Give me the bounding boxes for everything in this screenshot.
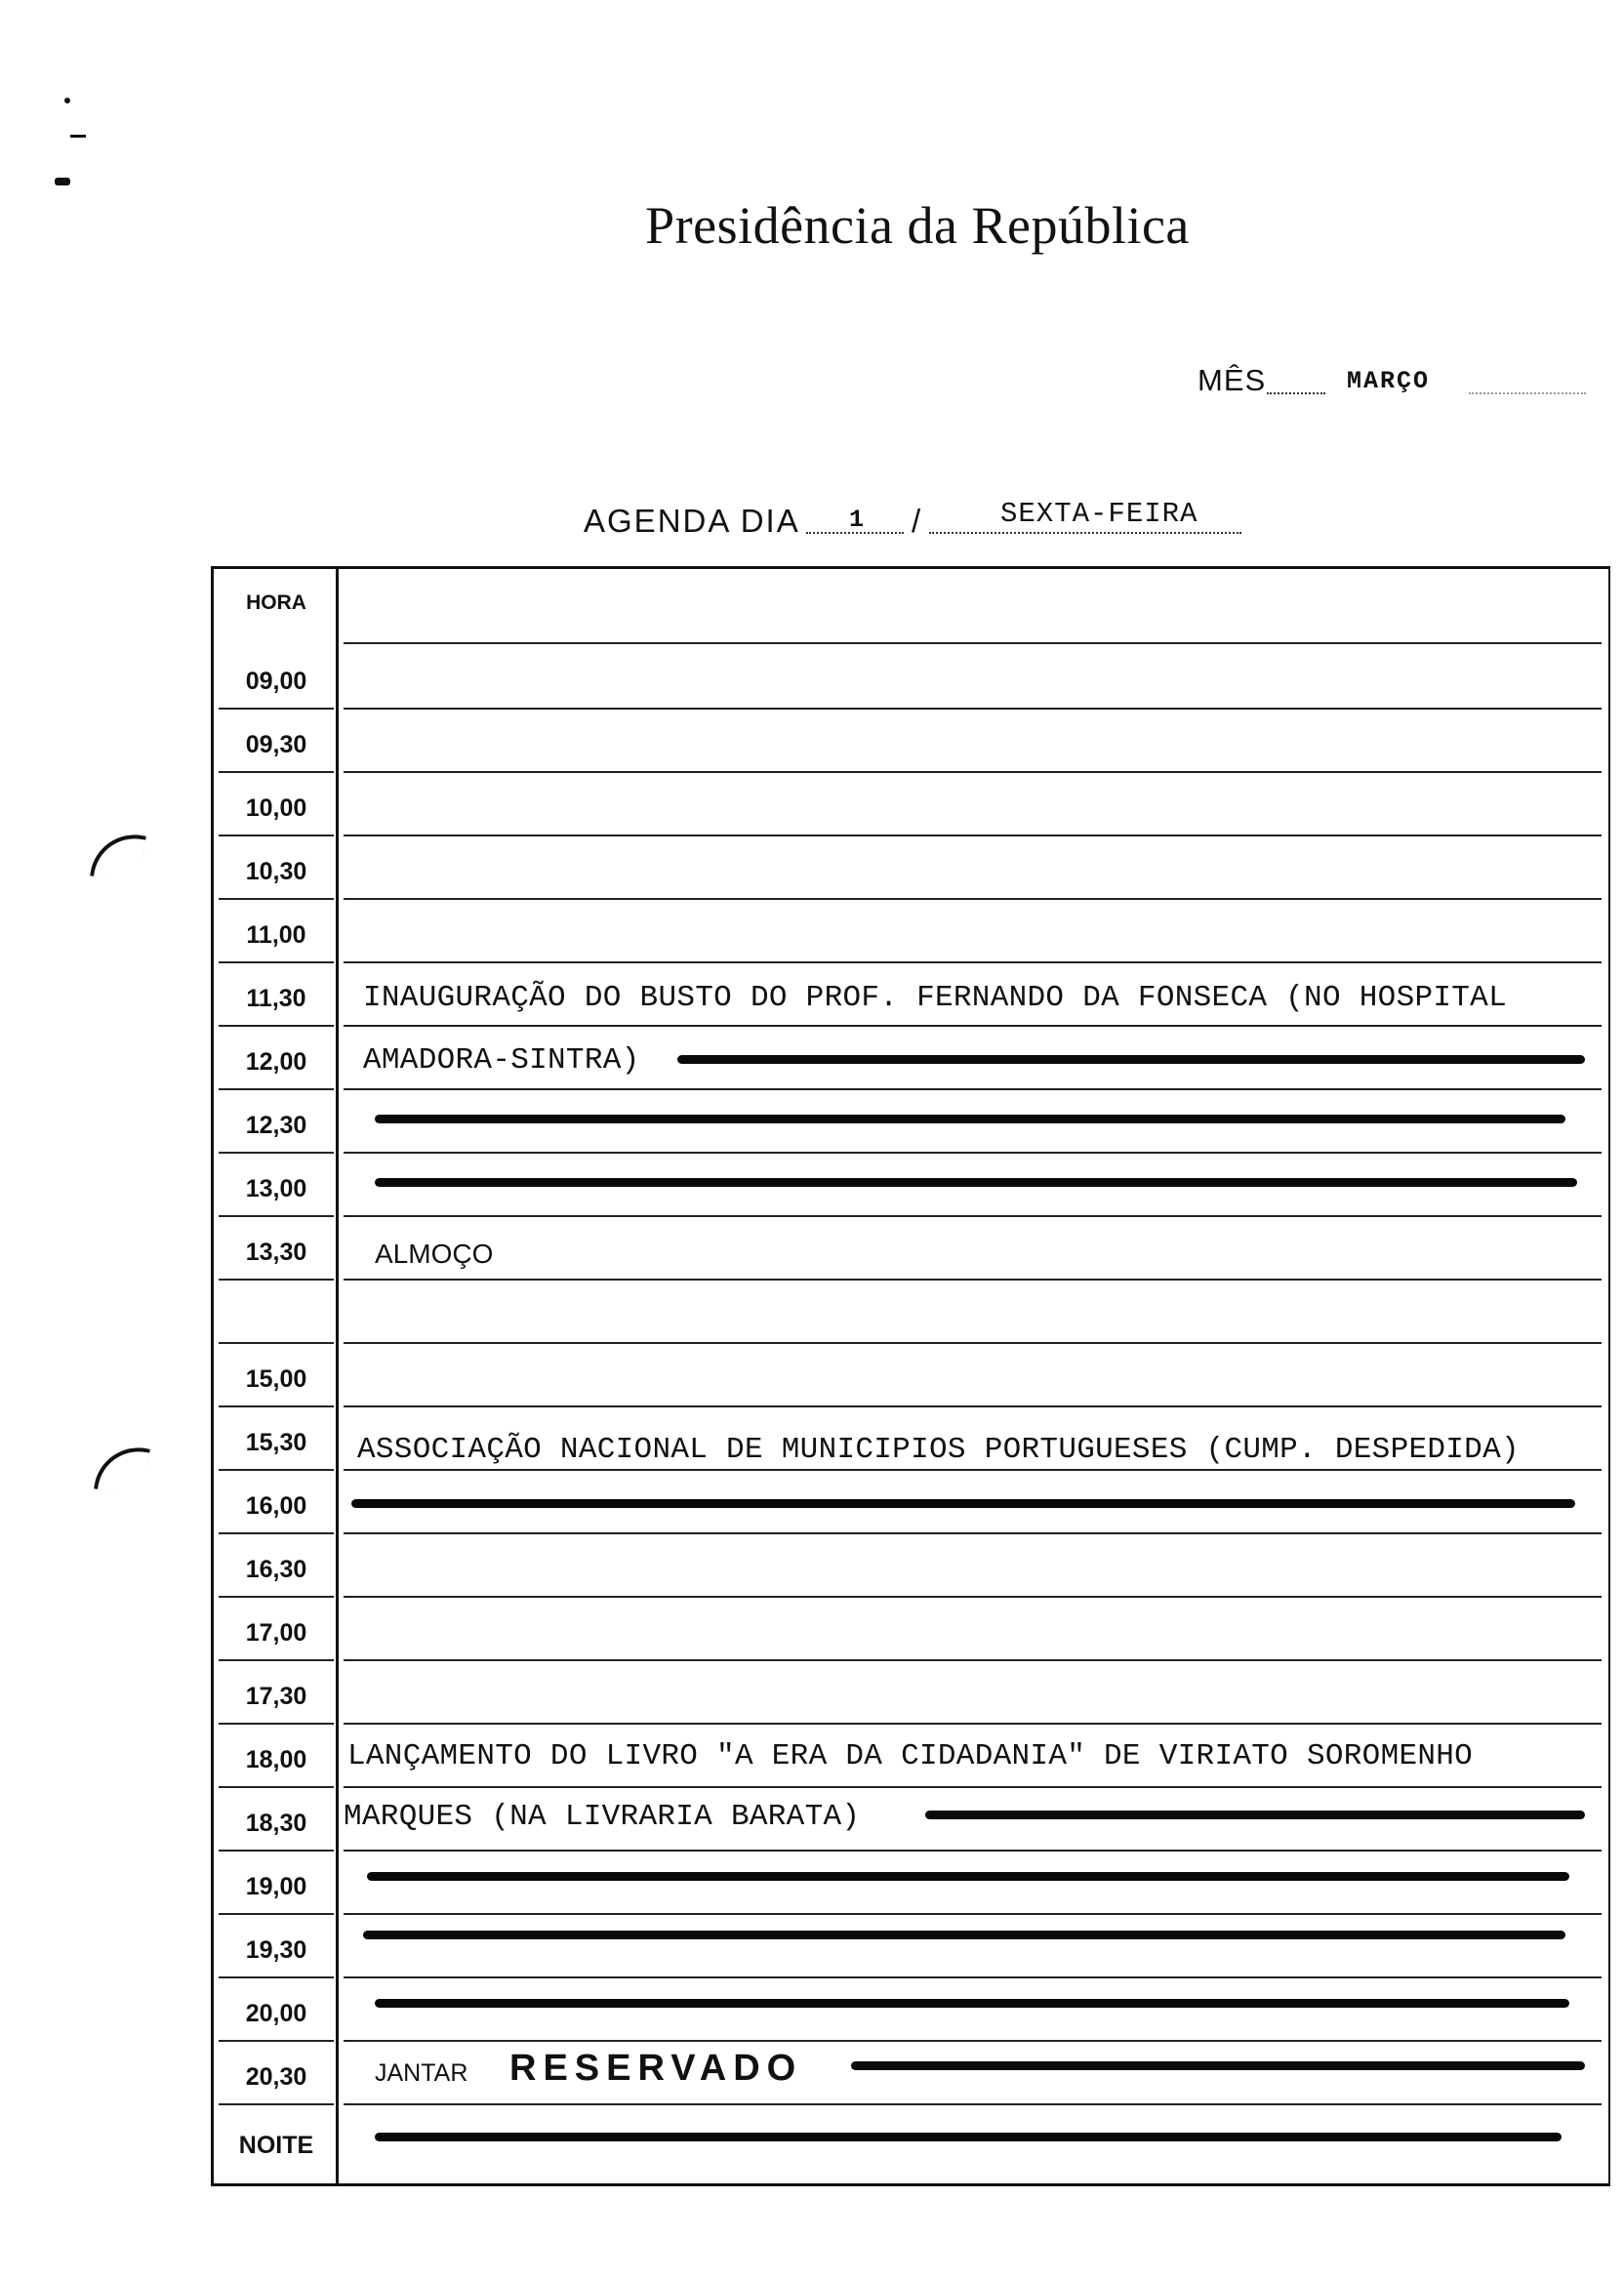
entry-association: ASSOCIAÇÃO NACIONAL DE MUNICIPIOS PORTUGUESES (CUMP. DESPEDIDA) — [357, 1433, 1520, 1467]
row-line — [219, 1786, 334, 1788]
row-line — [344, 1976, 1602, 1978]
row-line — [219, 1913, 334, 1915]
row-line — [344, 1723, 1602, 1725]
row-line — [219, 1152, 334, 1154]
row-line — [219, 1025, 334, 1027]
row-line — [219, 2103, 334, 2105]
row-line — [219, 1342, 334, 1344]
row-line — [219, 1405, 334, 1407]
row-line — [219, 708, 334, 710]
fill-stroke — [363, 1931, 1565, 1939]
row-line — [344, 1786, 1602, 1788]
row-line — [344, 1215, 1602, 1217]
entry-dinner-prefix: JANTAR — [375, 2059, 468, 2087]
row-line — [344, 1596, 1602, 1598]
month-value: MARÇO — [1347, 367, 1431, 395]
row-line — [344, 1913, 1602, 1915]
row-line — [344, 1342, 1602, 1344]
row-line — [344, 961, 1602, 963]
hour-label: 11,00 — [246, 921, 306, 949]
date-slash: / — [912, 503, 921, 539]
day-value: 1 — [849, 506, 865, 534]
agenda-day-label: AGENDA DIA — [584, 503, 800, 539]
row-line — [219, 835, 334, 836]
month-dots — [1267, 392, 1325, 394]
row-line — [219, 771, 334, 773]
hour-label: 15,00 — [245, 1365, 307, 1393]
hour-label: 20,00 — [245, 2000, 307, 2027]
punch-hole-mark — [90, 828, 146, 884]
row-line — [344, 898, 1602, 900]
hour-label: 12,00 — [245, 1048, 307, 1076]
hour-label: 19,30 — [245, 1936, 307, 1964]
hour-label: 15,30 — [245, 1429, 307, 1456]
hour-label: 10,00 — [245, 794, 307, 822]
row-line — [219, 1596, 334, 1598]
hour-label: 16,30 — [245, 1556, 307, 1583]
fill-stroke — [925, 1811, 1585, 1819]
row-line — [344, 835, 1602, 836]
hour-label: 20,30 — [245, 2063, 307, 2091]
row-line — [219, 1976, 334, 1978]
row-line — [219, 961, 334, 963]
row-line — [219, 1279, 334, 1281]
row-line — [344, 708, 1602, 710]
fill-stroke — [367, 1872, 1569, 1881]
punch-hole-mark — [94, 1441, 150, 1497]
row-line — [344, 2103, 1602, 2105]
row-line — [344, 1659, 1602, 1661]
hour-label: 19,00 — [245, 1873, 307, 1900]
hour-label: 13,30 — [245, 1239, 307, 1266]
fill-stroke — [677, 1055, 1585, 1064]
row-line — [344, 1532, 1602, 1534]
fill-stroke — [375, 1178, 1577, 1187]
row-line — [219, 1088, 334, 1090]
column-divider — [336, 568, 339, 2184]
fill-stroke — [851, 2061, 1585, 2070]
month-label: MÊS — [1198, 363, 1267, 397]
agenda-table — [211, 566, 1610, 2186]
row-line — [344, 1088, 1602, 1090]
fill-stroke — [351, 1499, 1575, 1508]
margin-mark — [64, 98, 70, 103]
hour-label: 18,00 — [245, 1746, 307, 1773]
hour-header: HORA — [246, 591, 306, 614]
fill-stroke — [375, 2133, 1562, 2141]
hour-label: 18,30 — [245, 1810, 307, 1837]
weekday-dots — [929, 532, 1241, 534]
row-line — [344, 1152, 1602, 1154]
row-line — [344, 1850, 1602, 1852]
hour-label: 11,30 — [246, 985, 306, 1012]
fill-stroke — [375, 1115, 1565, 1123]
row-line — [219, 1215, 334, 1217]
row-line — [344, 771, 1602, 773]
header-line — [344, 642, 1602, 644]
row-line — [219, 1659, 334, 1661]
entry-inauguration-line2: AMADORA-SINTRA) — [363, 1043, 640, 1078]
entry-book-launch-line2: MARQUES (NA LIVRARIA BARATA) — [344, 1800, 861, 1834]
entry-inauguration-line1: INAUGURAÇÃO DO BUSTO DO PROF. FERNANDO DA FONSECA (NO HOSPITAL — [363, 981, 1507, 1015]
month-dots-end — [1469, 392, 1586, 394]
hour-label: 12,30 — [245, 1112, 307, 1139]
row-line — [344, 1405, 1602, 1407]
row-line — [344, 1025, 1602, 1027]
fill-stroke — [375, 1999, 1569, 2008]
row-line — [219, 1850, 334, 1852]
row-line — [219, 2040, 334, 2042]
hour-label: 17,00 — [245, 1619, 307, 1647]
hour-label: 13,00 — [245, 1175, 307, 1202]
hour-label: NOITE — [238, 2132, 314, 2159]
entry-book-launch-line1: LANÇAMENTO DO LIVRO "A ERA DA CIDADANIA" DE VIRIATO SOROMENHO — [347, 1739, 1474, 1773]
entry-dinner-stamp: RESERVADO — [509, 2048, 803, 2089]
margin-mark — [70, 135, 86, 138]
row-line — [219, 1723, 334, 1725]
hour-label: 17,30 — [245, 1683, 307, 1710]
row-line — [219, 898, 334, 900]
row-line — [344, 1469, 1602, 1471]
row-line — [219, 1532, 334, 1534]
entry-lunch: ALMOÇO — [375, 1239, 494, 1269]
hour-label: 10,30 — [245, 858, 307, 885]
row-line — [219, 1469, 334, 1471]
page-title: Presidência da República — [645, 196, 1190, 255]
row-line — [344, 1279, 1602, 1281]
hour-label: 09,30 — [245, 731, 307, 758]
row-line — [344, 2040, 1602, 2042]
hour-label: 09,00 — [245, 668, 307, 695]
margin-mark — [55, 178, 70, 185]
weekday-value: SEXTA-FEIRA — [1000, 498, 1198, 530]
hour-label: 16,00 — [245, 1492, 307, 1520]
